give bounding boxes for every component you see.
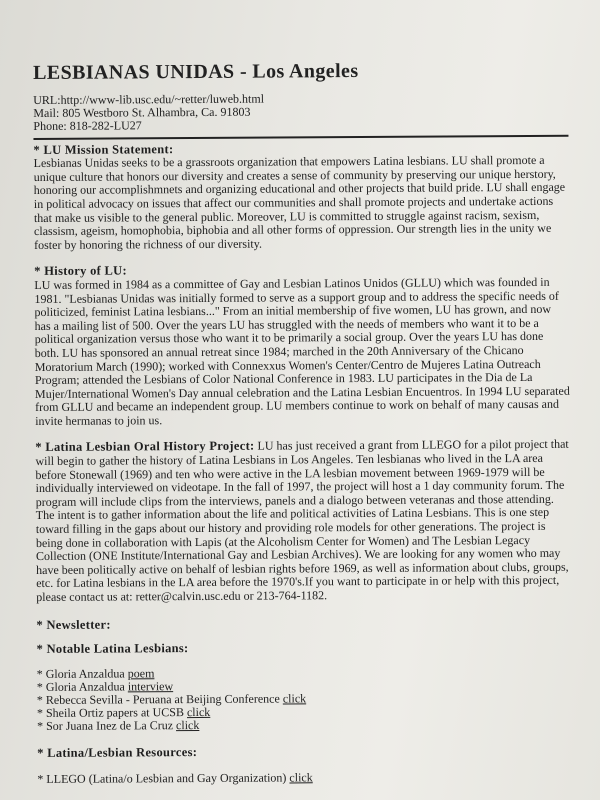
sheila-ortiz-link[interactable]: click	[186, 705, 211, 720]
oral-history-section	[35, 438, 596, 605]
text-line: classism, ageism, homophobia, biphobia and all other forms of oppression. Our strength lies in the unity we	[33, 221, 552, 239]
text-line: has a mailing list of 500. Over the years LU has struggled with the needs of members who want it to be a	[34, 315, 539, 333]
text-line: have been politically active on behalf of lesbian rights before 1969, as well as information about clubs, groups,	[36, 559, 569, 577]
newsletter-heading: * Newsletter:	[36, 617, 111, 632]
oral-history-first-line: LU has just received a grant from LLEGO for a pilot project that	[254, 437, 569, 454]
mission-heading: * LU Mission Statement:	[33, 141, 174, 157]
resources-list	[37, 769, 597, 786]
text-line: before Stonewall (1969) and ten who were active in the LA lesbian movement between 1969-1979 will be	[35, 464, 545, 482]
history-heading: * History of LU:	[34, 263, 127, 279]
text-line: individually interviewed on videotape. In the fall of 1997, the project will host a 1 day community forum. The	[35, 478, 565, 496]
oral-history-heading: * Latina Lesbian Oral History Project:	[35, 439, 255, 455]
rebecca-sevilla-link[interactable]: click	[282, 691, 307, 706]
text-line: political organization versus those who want it to be primarily a social group. Over the years LU has done	[34, 329, 544, 347]
mission-body	[34, 154, 595, 253]
text-line: Collection (ONE Institute/International Gay and Lesbian Archives). We are looking for any women who may	[35, 546, 561, 564]
list-item: * Sor Juana Inez de La Cruz click	[37, 718, 200, 734]
text-line: toward filling in the gaps about our history and providing role models for other generations. The project is	[35, 518, 546, 537]
page-title: LESBIANAS UNIDAS - Los Angeles	[33, 60, 359, 84]
history-section	[34, 262, 595, 429]
text-line: both. LU has sponsored an annual retreat since 1984; marched in the 20th Anniversary of the Chicano	[34, 342, 524, 360]
notable-heading: * Notable Latina Lesbians:	[36, 640, 189, 656]
list-item: * Rebecca Sevilla - Peruana at Beijing Conference click	[36, 691, 307, 708]
text-line: LU was formed in 1984 as a committee of Gay and Lesbian Latinos Unidos (GLLU) which was founded in	[34, 274, 550, 292]
text-line: that make us visible to the general public. Moreover, LU is committed to struggle against racism, sexism,	[33, 207, 540, 225]
text-line: in political advocacy on issues that affect our communities and shall promote projects and undertake actions	[33, 193, 554, 211]
text-line: please contact us at: retter@calvin.usc.edu or 213-764-1182.	[36, 588, 328, 605]
text-line: Lesbianas Unidas seeks to be a grassroots organization that empowers Latina lesbians. LU shall promote a	[33, 153, 545, 171]
list-item: * Sheila Ortiz papers at UCSB click	[36, 705, 211, 721]
text-line: unique culture that honors our diversity and creates a sense of community by preserving our unique herstory,	[33, 166, 556, 184]
list-item: * Gloria Anzaldua poem	[36, 665, 155, 681]
text-line: will begin to gather the history of Latina Lesbians in Los Angeles. Ten lesbianas who lived in the LA area	[35, 450, 543, 469]
mission-section	[33, 140, 594, 252]
text-line: foster by honoring the richness of our diversity.	[34, 236, 262, 252]
divider	[33, 134, 568, 139]
text-line: from GLLU and became an independent group. LU members continue to work on behalf of many causas and	[35, 397, 559, 415]
resources-heading: * Latina/Lesbian Resources:	[37, 744, 198, 760]
text-line: etc. for Latina lesbians in the LA area before the 1970's.If you want to participate in or help with this project,	[36, 573, 560, 591]
list-item: * LLEGO (Latina/o Lesbian and Gay Organization) click	[37, 769, 313, 786]
history-body	[34, 276, 595, 429]
oral-history-body	[35, 452, 596, 605]
text-line: Moratorium March (1990); worked with Connexxus Women's Center/Centro de Mujeres Latina Outreach	[34, 356, 541, 374]
text-line: honoring our accomplishmnets and organizing educational and other projects that build pride. LU shall engage	[33, 180, 566, 198]
url-line: URL:http://www-lib.usc.edu/~retter/luweb.html	[33, 91, 265, 107]
list-item: * Gloria Anzaldua interview	[36, 678, 174, 694]
notable-list	[37, 664, 597, 733]
document-page	[33, 59, 597, 786]
text-line: Mujer/International Women's Day annual celebration and the Latina Lesbian Encuentros. In 1994 LU separated	[34, 383, 570, 401]
interview-link[interactable]: interview	[127, 678, 174, 694]
llego-link[interactable]: click	[289, 769, 313, 785]
text-line: politicized, feminist Latina lesbians..." From an initial membership of five women, LU has grown, and now	[34, 301, 552, 320]
poem-link[interactable]: poem	[127, 665, 155, 681]
contact-block	[33, 91, 593, 134]
text-line: Program; attended the Lesbians of Color National Conference in 1983. LU participates in the Dia de La	[34, 370, 533, 388]
text-line: 1981. "Lesbianas Unidas was initially formed to serve as a support group and to address the specific needs of	[34, 288, 559, 306]
phone-line: Phone: 818-282-LU27	[33, 118, 142, 134]
text-line: invite hermanas to join us.	[35, 413, 163, 428]
mail-line: Mail: 805 Westboro St. Alhambra, Ca. 91803	[33, 104, 251, 121]
text-line: The intent is to gather information about the life and political activities of Latina Lesbians. This is one step	[35, 505, 550, 523]
text-line: being done in collaboration with Lapis (at the Alcoholism Center for Women) and The Lesbian Legacy	[35, 532, 531, 550]
text-line: program will include clips from the interviews, panels and a dialogo between veteranas and those attending.	[35, 491, 554, 509]
sor-juana-link[interactable]: click	[175, 718, 200, 733]
